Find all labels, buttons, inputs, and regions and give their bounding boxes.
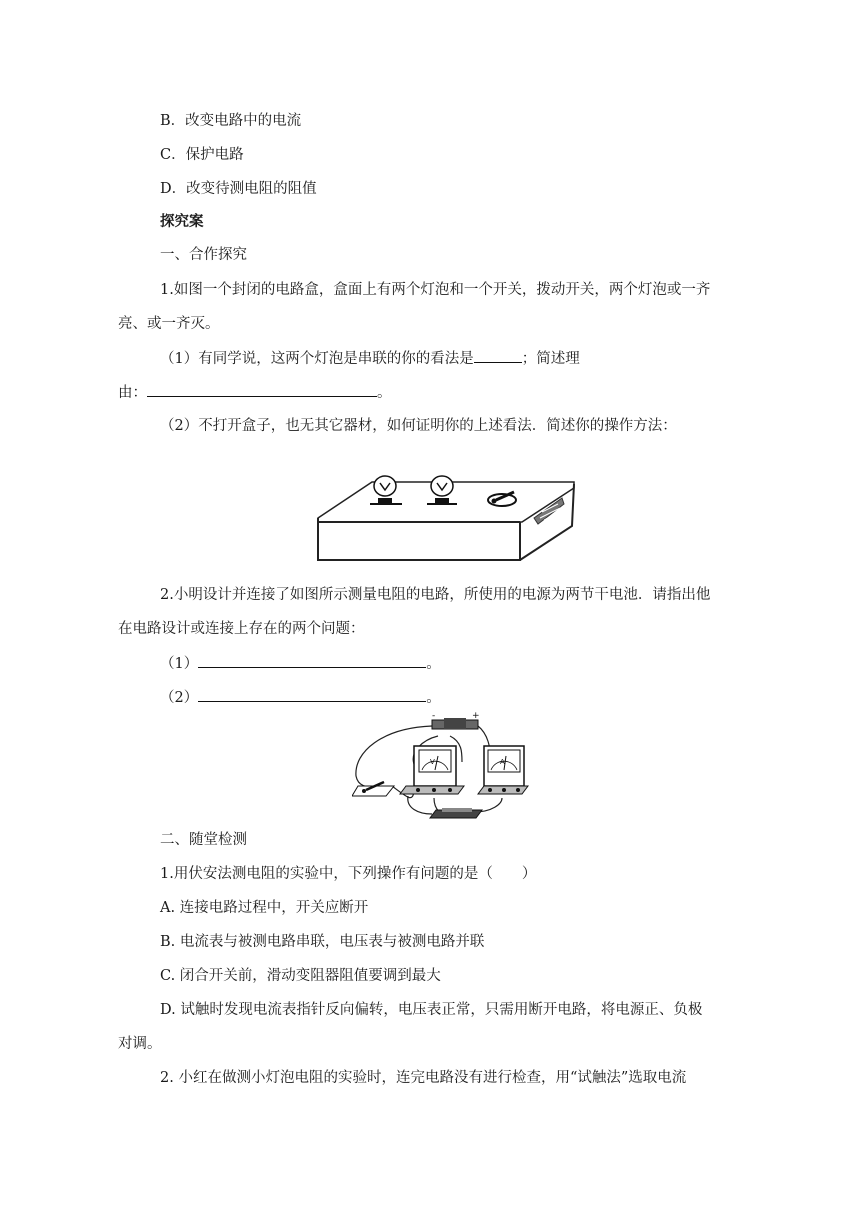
test-q1-option-c: C. 闭合开关前，滑动变阻器阻值要调到最大 bbox=[160, 968, 441, 984]
q1-sub1-text-b: ；简述理 bbox=[521, 351, 580, 367]
test-q1-option-d-line2: 对调。 bbox=[118, 1036, 162, 1052]
option-c: C．保护电路 bbox=[160, 147, 244, 163]
option-d: D．改变待测电阻的阻值 bbox=[160, 181, 317, 197]
q2-item2-label: （2） bbox=[160, 690, 199, 706]
test-q1-stem: 1.用伏安法测电阻的实验中，下列操作有问题的是（ ） bbox=[160, 866, 537, 882]
ammeter-icon bbox=[478, 746, 528, 794]
q2-text-line1: 2.小明设计并连接了如图所示测量电阻的电路，所使用的电源为两节干电池．请指出他 bbox=[160, 587, 711, 603]
answer-blank-opinion bbox=[474, 348, 522, 363]
resistance-circuit-figure bbox=[352, 712, 532, 830]
part1-heading: 一、合作探究 bbox=[160, 247, 247, 263]
q1-text-line2: 亮、或一齐灭。 bbox=[118, 316, 220, 332]
q2-item1-end: 。 bbox=[426, 656, 441, 672]
reason-prefix: 由： bbox=[118, 385, 147, 401]
answer-blank-reason bbox=[147, 382, 377, 397]
q2-item2 bbox=[160, 687, 441, 708]
q1-sub2: （2）不打开盒子，也无其它器材，如何证明你的上述看法．简述你的操作方法： bbox=[160, 418, 677, 434]
rheostat-icon bbox=[430, 808, 482, 818]
q2-item2-end: 。 bbox=[426, 690, 441, 706]
svg-text:-: - bbox=[432, 712, 436, 721]
voltmeter-icon bbox=[400, 746, 464, 794]
voltmeter-label: V bbox=[430, 758, 435, 766]
part2-heading: 二、随堂检测 bbox=[160, 832, 247, 848]
test-q1-option-b: B. 电流表与被测电路串联，电压表与被测电路并联 bbox=[160, 934, 485, 950]
q1-sub1-reason bbox=[118, 382, 392, 403]
battery-icon bbox=[432, 712, 480, 729]
test-q2-stem: 2. 小红在做测小灯泡电阻的实验时，连完电路没有进行检查，用“试触法”选取电流 bbox=[160, 1070, 687, 1086]
q1-sub1 bbox=[160, 348, 580, 369]
answer-blank-problem-2 bbox=[198, 687, 426, 702]
test-q1-option-d-line1: D. 试触时发现电流表指针反向偏转，电压表正常，只需用断开电路，将电源正、负极 bbox=[160, 1002, 703, 1018]
q1-text-line1: 1.如图一个封闭的电路盒，盒面上有两个灯泡和一个开关，拨动开关，两个灯泡或一齐 bbox=[160, 282, 711, 298]
q1-sub1-text-a: （1）有同学说，这两个灯泡是串联的你的看法是 bbox=[160, 351, 474, 367]
option-b: B．改变电路中的电流 bbox=[160, 113, 302, 129]
ammeter-label: A bbox=[500, 758, 505, 766]
q2-text-line2: 在电路设计或连接上存在的两个问题： bbox=[118, 621, 365, 637]
circuit-box-figure bbox=[312, 448, 580, 568]
switch-icon bbox=[352, 782, 394, 796]
test-q1-option-a: A. 连接电路过程中，开关应断开 bbox=[160, 900, 369, 916]
q2-item1-label: （1） bbox=[160, 656, 199, 672]
q2-item1 bbox=[160, 653, 441, 674]
svg-text:+: + bbox=[472, 712, 480, 721]
section-title: 探究案 bbox=[160, 213, 204, 230]
reason-end: 。 bbox=[377, 385, 392, 401]
answer-blank-problem-1 bbox=[198, 653, 426, 668]
